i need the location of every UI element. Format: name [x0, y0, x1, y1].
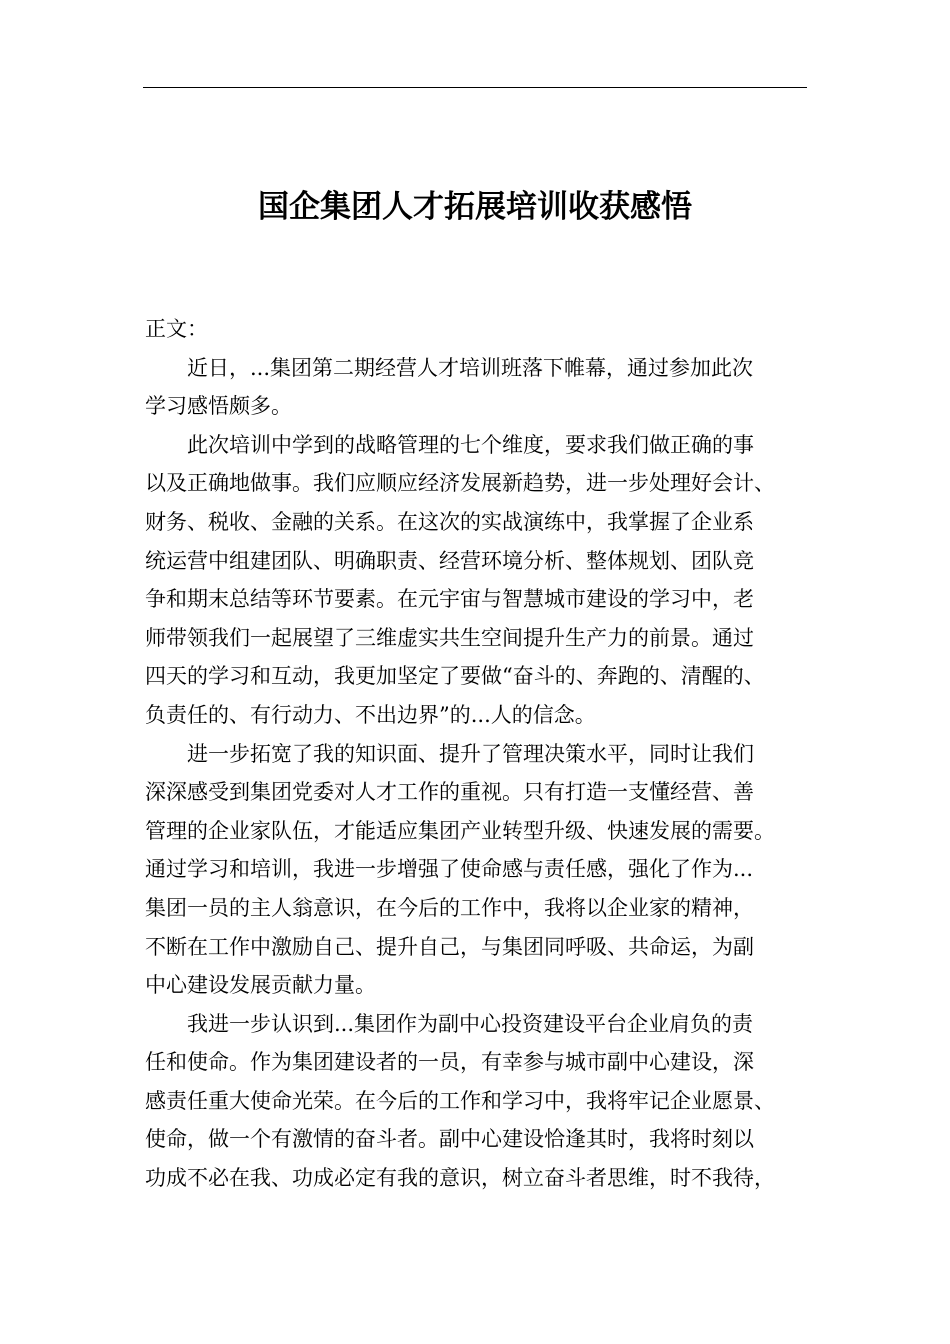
paragraph-line: 不断在工作中激励自己、提升自己，与集团同呼吸、共命运，为副 — [145, 934, 754, 959]
paragraph-line: 任和使命。作为集团建设者的一员，有幸参与城市副中心建设，深 — [145, 1050, 754, 1075]
paragraph-line: 功成不必在我、功成必定有我的意识，树立奋斗者思维，时不我待， — [145, 1166, 775, 1191]
paragraph-line: 深深感受到集团党委对人才工作的重视。只有打造一支懂经营、善 — [145, 780, 754, 805]
paragraph-4 — [145, 1005, 810, 1198]
paragraph-line: 中心建设发展贡献力量。 — [145, 973, 376, 998]
paragraph-line: 此次培训中学到的战略管理的七个维度，要求我们做正确的事 — [187, 432, 754, 457]
paragraph-line: 集团一员的主人翁意识，在今后的工作中，我将以企业家的精神， — [145, 895, 754, 920]
document-body — [145, 310, 810, 1198]
paragraph-line: 四天的学习和互动，我更加坚定了要做“奋斗的、奔跑的、清醒的、 — [145, 664, 765, 689]
paragraph-line: 师带领我们一起展望了三维虚实共生空间提升生产力的前景。通过 — [145, 625, 754, 650]
paragraph-line: 近日，...集团第二期经营人才培训班落下帷幕，通过参加此次 — [187, 355, 754, 380]
paragraph-2 — [145, 426, 810, 735]
header-rule — [143, 87, 807, 88]
paragraph-line: 通过学习和培训，我进一步增强了使命感与责任感，强化了作为... — [145, 857, 754, 882]
body-label — [145, 310, 810, 349]
paragraph-line: 进一步拓宽了我的知识面、提升了管理决策水平，同时让我们 — [187, 741, 754, 766]
paragraph-line: 管理的企业家队伍，才能适应集团产业转型升级、快速发展的需要。 — [145, 818, 775, 843]
paragraph-line: 负责任的、有行动力、不出边界”的...人的信念。 — [145, 702, 596, 727]
paragraph-line: 使命，做一个有激情的奋斗者。副中心建设恰逢其时，我将时刻以 — [145, 1127, 754, 1152]
paragraph-line: 我进一步认识到...集团作为副中心投资建设平台企业肩负的责 — [187, 1011, 754, 1036]
paragraph-line: 统运营中组建团队、明确职责、经营环境分析、整体规划、团队竞 — [145, 548, 754, 573]
paragraph-line: 以及正确地做事。我们应顺应经济发展新趋势，进一步处理好会计、 — [145, 471, 775, 496]
paragraph-line: 感责任重大使命光荣。在今后的工作和学习中，我将牢记企业愿景、 — [145, 1088, 775, 1113]
label-line: 正文： — [145, 317, 208, 341]
paragraph-1 — [145, 349, 810, 426]
paragraph-line: 财务、税收、金融的关系。在这次的实战演练中，我掌握了企业系 — [145, 509, 754, 534]
paragraph-line: 学习感悟颇多。 — [145, 394, 292, 419]
document-title: 国企集团人才拓展培训收获感悟 — [258, 189, 692, 225]
paragraph-line: 争和期末总结等环节要素。在元宇宙与智慧城市建设的学习中，老 — [145, 587, 754, 612]
paragraph-3 — [145, 735, 810, 1005]
